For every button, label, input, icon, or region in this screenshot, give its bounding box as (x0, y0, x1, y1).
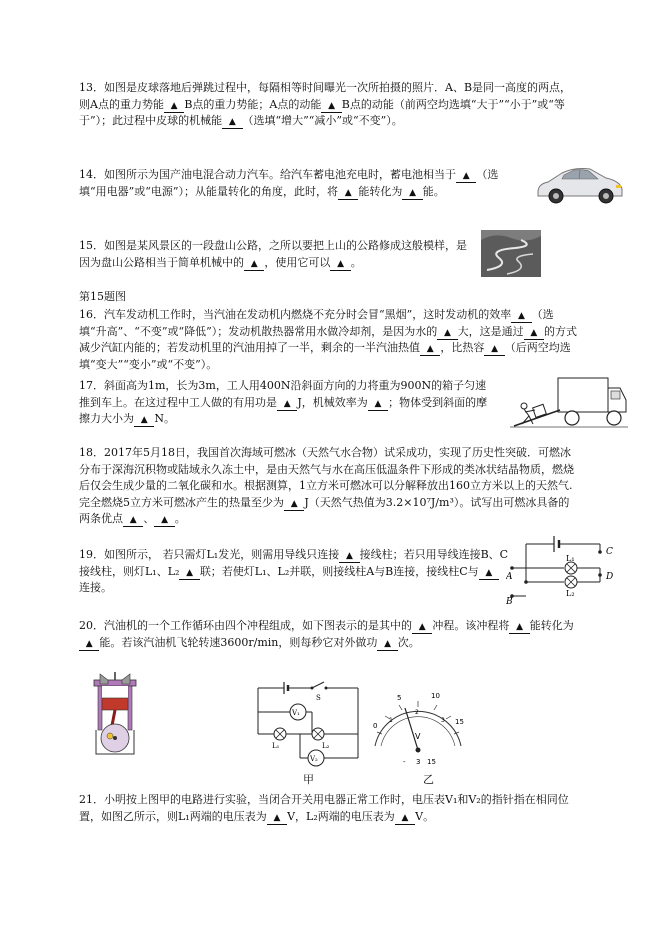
dial-tick-2: 2 (415, 709, 419, 716)
answer-blank[interactable]: ▲ (510, 622, 529, 632)
answer-blank[interactable]: ▲ (245, 258, 264, 269)
question-16: 16．汽车发动机工作时，当汽油在发动机内燃烧不充分时会冒“黑烟”，这时发动机的效率 ▲ （选填“升高”、“不变”或“降低”）；发动机散热器常用水做冷却剂，是因为水的 ▲ 大，这是通过 ▲ 的方式减少汽缸内能的；若发动机里的汽油用掉了一半，剩余的一半汽油热值 ▲ ，比热容 ▲ （后两空均选填“变大”“变小”或“不变”）。 (79, 308, 577, 371)
figure-label-jia: 甲 (303, 773, 314, 786)
answer-blank[interactable]: ▲ (339, 187, 358, 198)
question-19: 19．如图所示， 若只需灯L₁发光，则需用导线只连接 ▲ 接线柱；若只用导线连接B、C接线柱，则灯L₁、L₂ ▲ 联；若使灯L₁、L₂并联，则接线柱A与B连接，接线柱C与 ▲ 连接。 (79, 548, 509, 594)
answer-blank[interactable]: ▲ (285, 498, 304, 509)
question-14: 14．如图所示为国产油电混合动力汽车。给汽车蓄电池充电时，蓄电池相当于 ▲ （选填“用电器”或“电源”）；从能量转化的角度，此时，将 ▲ 能转化为 ▲ 能。 (79, 168, 499, 198)
answer-blank[interactable]: ▲ (322, 100, 341, 111)
dial-tick-10: 10 (431, 692, 440, 700)
lamp-l1-label-jia: L₁ (272, 742, 280, 750)
answer-blank[interactable]: ▲ (331, 258, 350, 269)
dial-tick-0: 0 (373, 722, 378, 730)
dial-tick-1: 1 (389, 717, 393, 724)
answer-blank[interactable]: ▲ (155, 515, 174, 525)
lamp-l2-label-jia: L₂ (322, 742, 330, 750)
question-20: 20．汽油机的一个工作循环由四个冲程组成，如下图表示的是其中的 ▲ 冲程。该冲程将 ▲ 能转化为 ▲ 能。若该汽油机飞轮转速3600r/min，则每秒它对外做功 ▲ 次。 (79, 619, 574, 649)
answer-blank[interactable]: ▲ (135, 415, 154, 425)
answer-blank[interactable]: ▲ (524, 327, 543, 338)
dial-tick-5: 5 (397, 694, 402, 702)
answer-blank[interactable]: ▲ (278, 398, 297, 409)
question-18: 18．2017年5月18日，我国首次海域可燃冰（天然气水合物）试采成功，实现了历史性突破．可燃冰分布于深海沉积物或陆域永久冻土中，是由天然气与水在高压低温条件下形成的类冰状结晶物质，燃烧后仅会生成少量的二氧化碳和水。根据测算，1立方米可燃冰可以分解释放出160立方米以上的天然气.完全燃烧5立方米可燃冰产生的热量至少为 ▲ J（天然气热值为3.2×10⁷J/m³）。试写出可燃冰具备的两条优点 ▲ 、 ▲ 。 (79, 446, 574, 525)
terminal-a-label: A (506, 572, 513, 582)
engine-cylinder-figure (86, 670, 144, 760)
question-13: 13．如图是皮球落地后弹跳过程中，每隔相等时间曝光一次所拍摄的照片．A、B是同一高度的两点，则A点的重力势能 ▲ B点的重力势能；A点的动能 ▲ B点的动能（前两空均选填“大于”“小于”或“等于”）；此过程中皮球的机械能 ▲ （选填“增大”“减小”或“不变”）。 (79, 81, 572, 127)
terminal-b-label: B (506, 597, 513, 605)
hybrid-car-image (532, 158, 628, 208)
answer-blank[interactable]: ▲ (421, 344, 440, 354)
lamp-l1-label: L₁ (566, 554, 575, 563)
mountain-road-photo (481, 230, 541, 277)
question-21: 21．小明按上图甲的电路进行实验，当闭合开关用电器正常工作时，电压表V₁和V₂的指针指在相同位置，如图乙所示，则L₁两端的电压表为 ▲ V，L₂两端的电压表为 ▲ V。 (79, 793, 569, 823)
answer-blank[interactable]: ▲ (164, 100, 184, 111)
question-15-figure-caption: 第15题图 (79, 290, 126, 303)
incline-truck-figure (510, 372, 628, 430)
lamp-l2-label: L₂ (566, 589, 575, 598)
answer-blank[interactable]: ▲ (485, 344, 504, 354)
answer-blank[interactable]: ▲ (403, 187, 422, 198)
circuit-diagram-q19 (506, 530, 624, 605)
voltmeter-dial-yi (365, 684, 471, 768)
answer-blank[interactable]: ▲ (267, 812, 287, 823)
answer-blank[interactable]: ▲ (124, 515, 143, 525)
answer-blank[interactable]: ▲ (395, 812, 415, 823)
answer-blank[interactable]: ▲ (378, 638, 397, 649)
answer-blank[interactable]: ▲ (80, 638, 99, 649)
answer-blank[interactable]: ▲ (479, 567, 499, 578)
voltmeter-v1-label: V₁ (292, 709, 300, 717)
answer-blank[interactable]: ▲ (413, 622, 432, 632)
circuit-diagram-jia (254, 678, 364, 768)
answer-blank[interactable]: ▲ (340, 551, 359, 561)
terminal-c-label: C (606, 547, 613, 557)
answer-blank[interactable]: ▲ (223, 117, 242, 127)
switch-s-label: S (316, 694, 321, 702)
answer-blank[interactable]: ▲ (457, 171, 476, 181)
terminal-3: 3 (416, 758, 421, 766)
question-15: 15．如图是某风景区的一段盘山公路，之所以要把上山的公路修成这般模样，是因为盘山公路相当于简单机械中的 ▲ ，使用它可以 ▲ 。 (79, 239, 467, 269)
terminal-d-label: D (606, 572, 614, 582)
answer-blank[interactable]: ▲ (368, 398, 388, 409)
figure-label-yi: 乙 (423, 773, 434, 786)
answer-blank[interactable]: ▲ (438, 327, 457, 338)
answer-blank[interactable]: ▲ (512, 311, 531, 321)
dial-tick-15: 15 (455, 718, 464, 726)
voltmeter-v2-label: V₂ (310, 755, 318, 763)
terminal-15: 15 (427, 758, 436, 766)
dial-tick-3: 3 (441, 717, 445, 724)
question-17: 17．斜面高为1m，长为3m，工人用400N沿斜面方向的力将重为900N的箱子匀速推到车上。在这过程中工人做的有用功是 ▲ J，机械效率为 ▲ ；物体受到斜面的摩擦力大小为 ▲ N。 (79, 379, 488, 425)
dial-unit-v: V (415, 732, 421, 741)
terminal-minus: - (403, 758, 406, 766)
answer-blank[interactable]: ▲ (180, 567, 199, 578)
